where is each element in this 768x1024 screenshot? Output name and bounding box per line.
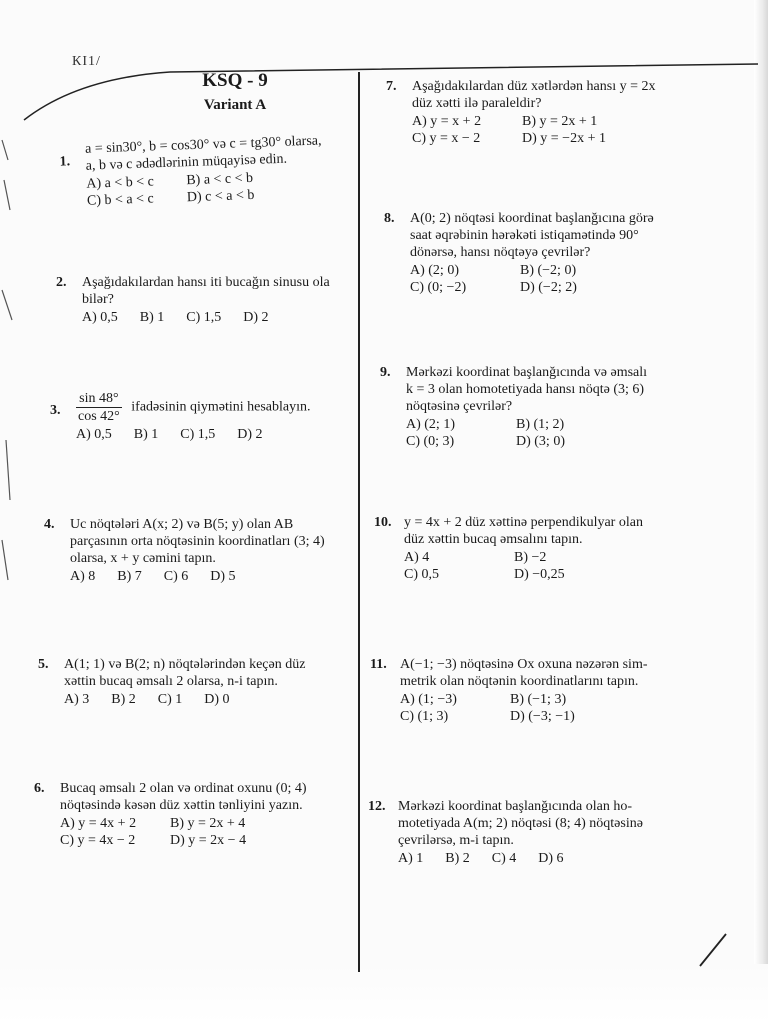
question-text: A(−1; −3) nöqtəsinə Ox oxuna nəzərən sim- [400, 657, 648, 672]
option-a[interactable]: A) 3 [64, 692, 90, 707]
question-number: 11. [370, 657, 387, 672]
question-number: 12. [368, 799, 386, 814]
question-text: Aşağıdakılardan düz xətlərdən hansı y = 2x [412, 79, 656, 94]
answer-options [82, 309, 352, 326]
option-d[interactable]: D) −0,25 [514, 567, 565, 582]
option-a[interactable]: A) a < b < c [86, 174, 155, 192]
option-a[interactable]: A) (1; −3) [400, 692, 457, 707]
question-text: y = 4x + 2 düz xəttinə perpendikulyar olan [404, 515, 643, 530]
question-number: 7. [386, 79, 397, 94]
binding-edge-marks [0, 120, 20, 620]
option-d[interactable]: D) 2 [243, 310, 269, 325]
option-b[interactable]: B) 2 [111, 692, 136, 707]
column-divider [358, 72, 360, 972]
option-a[interactable]: A) 8 [70, 569, 96, 584]
option-a[interactable]: A) 1 [398, 851, 424, 866]
answer-options [404, 549, 704, 583]
option-c[interactable]: C) 4 [491, 851, 517, 866]
option-a[interactable]: A) 0,5 [82, 310, 118, 325]
question-11 [370, 656, 706, 725]
variant-label: Variant A [203, 97, 267, 113]
question-text: düz xəttin bucaq əmsalını tapın. [404, 532, 583, 547]
option-d[interactable]: D) (−2; 2) [520, 280, 577, 295]
option-c[interactable]: C) 0,5 [404, 567, 439, 582]
option-a[interactable]: A) 4 [404, 550, 430, 565]
fraction [76, 390, 122, 425]
option-a[interactable]: A) 0,5 [76, 427, 112, 442]
question-2 [56, 274, 352, 326]
answer-options [76, 426, 356, 443]
question-text: nöqtəsində kəsən düz xəttin tənliyini yazın. [60, 798, 303, 813]
option-b[interactable]: B) (−1; 3) [510, 692, 567, 707]
expression-row [76, 390, 356, 425]
question-text: parçasının orta nöqtəsinin koordinatları (3; 4) [70, 534, 325, 549]
question-text: nöqtəsinə çevrilər? [406, 399, 513, 414]
answer-options [398, 850, 708, 867]
question-number: 9. [380, 365, 391, 380]
option-c[interactable]: C) 1,5 [180, 427, 216, 442]
option-a[interactable]: A) y = 4x + 2 [60, 816, 137, 831]
option-d[interactable]: D) 2 [237, 427, 263, 442]
option-b[interactable]: B) 2 [445, 851, 470, 866]
question-text: xəttin bucaq əmsalı 2 olarsa, n-i tapın. [64, 674, 278, 689]
question-12 [368, 798, 708, 867]
question-number: 4. [44, 517, 55, 532]
question-number: 5. [38, 657, 49, 672]
option-c[interactable]: C) 1,5 [186, 310, 222, 325]
question-text: Mərkəzi koordinat başlanğıcında olan ho- [398, 799, 633, 814]
question-text: a, b və c ədədlərinin müqayisə edin. [85, 151, 288, 174]
fraction-denominator: cos 42° [78, 409, 120, 424]
option-c[interactable]: C) y = 4x − 2 [60, 833, 136, 848]
question-number: 1. [59, 154, 71, 170]
question-text: a = sin30°, b = cos30° və c = tg30° olarsa, [84, 133, 322, 157]
option-b[interactable]: B) y = 2x + 4 [170, 816, 246, 831]
option-c[interactable]: C) y = x − 2 [412, 131, 481, 146]
option-c[interactable]: C) (0; −2) [410, 280, 467, 295]
question-6 [34, 780, 356, 849]
question-4 [44, 516, 356, 585]
question-number: 2. [56, 275, 67, 290]
question-text: A(0; 2) nöqtəsi koordinat başlanğıcına görə [410, 211, 654, 226]
answer-options [400, 691, 706, 725]
question-text: Mərkəzi koordinat başlanğıcında və əmsalı [406, 365, 648, 380]
answer-options [410, 262, 710, 296]
option-b[interactable]: B) y = 2x + 1 [522, 114, 598, 129]
fraction-numerator: sin 48° [76, 390, 122, 408]
option-b[interactable]: B) 1 [139, 310, 165, 325]
answer-options [70, 568, 356, 585]
pen-mark [696, 930, 736, 970]
question-text: saat əqrəbinin hərəkəti istiqamətində 90° [410, 228, 639, 243]
option-a[interactable]: A) y = x + 2 [412, 114, 482, 129]
scan-shadow-edge [754, 0, 768, 1024]
question-text: dönərsə, hansı nöqtəyə çevrilər? [410, 245, 591, 260]
question-3 [50, 390, 356, 443]
question-text: bilər? [82, 292, 114, 307]
question-text: düz xətti ilə paraleldir? [412, 96, 542, 111]
option-c[interactable]: C) 6 [163, 569, 189, 584]
scan-bottom-edge [0, 964, 768, 1024]
option-b[interactable]: B) −2 [514, 550, 547, 565]
question-text: Uc nöqtələri A(x; 2) və B(5; y) olan AB [70, 517, 294, 532]
option-b[interactable]: B) (1; 2) [516, 417, 565, 432]
option-d[interactable]: D) 6 [538, 851, 564, 866]
option-b[interactable]: B) a < c < b [186, 170, 254, 189]
question-text: çevrilərsə, m-i tapın. [398, 833, 514, 848]
page-title: KSQ - 9 [202, 70, 268, 91]
question-text: A(1; 1) və B(2; n) nöqtələrindən keçən düz [64, 657, 306, 672]
question-text: Aşağıdakılardan hansı iti bucağın sinusu ola [82, 275, 330, 290]
option-d[interactable]: D) 5 [210, 569, 236, 584]
question-text: motetiyada A(m; 2) nöqtəsi (8; 4) nöqtəsinə [398, 816, 643, 831]
question-5 [38, 656, 354, 708]
question-9 [380, 364, 708, 450]
option-d[interactable]: D) 0 [204, 692, 230, 707]
question-7 [386, 78, 712, 147]
option-d[interactable]: D) c < a < b [186, 187, 255, 206]
question-text: olarsa, x + y cəmini tapın. [70, 551, 216, 566]
question-number: 6. [34, 781, 45, 796]
option-b[interactable]: B) 1 [133, 427, 159, 442]
question-number: 10. [374, 515, 392, 530]
option-c[interactable]: C) b < a < c [86, 191, 154, 209]
answer-options [406, 416, 708, 450]
option-b[interactable]: B) (−2; 0) [520, 263, 577, 278]
option-c[interactable]: C) (0; 3) [406, 434, 455, 449]
question-text: k = 3 olan homotetiyada hansı nöqtə (3; 6) [406, 382, 645, 397]
option-d[interactable]: D) (−3; −1) [510, 709, 575, 724]
question-8 [384, 210, 710, 296]
question-number: 3. [50, 403, 61, 418]
question-text: ifadəsinin qiymətini hesablayın. [131, 399, 311, 415]
question-10 [374, 514, 704, 583]
answer-options [412, 113, 712, 147]
corner-mark: КI1/ [72, 54, 101, 69]
option-b[interactable]: B) 7 [117, 569, 142, 584]
question-1 [59, 131, 357, 209]
answer-options [64, 691, 354, 708]
option-d[interactable]: D) y = −2x + 1 [522, 131, 606, 146]
option-c[interactable]: C) 1 [157, 692, 183, 707]
option-c[interactable]: C) (1; 3) [400, 709, 449, 724]
option-a[interactable]: A) (2; 1) [406, 417, 455, 432]
option-a[interactable]: A) (2; 0) [410, 263, 459, 278]
question-number: 8. [384, 211, 395, 226]
option-d[interactable]: D) (3; 0) [516, 434, 565, 449]
option-d[interactable]: D) y = 2x − 4 [170, 833, 247, 848]
question-text: Bucaq əmsalı 2 olan və ordinat oxunu (0; 4) [60, 781, 307, 796]
answer-options [60, 815, 356, 849]
question-text: metrik olan nöqtənin koordinatlarını tapın. [400, 674, 639, 689]
